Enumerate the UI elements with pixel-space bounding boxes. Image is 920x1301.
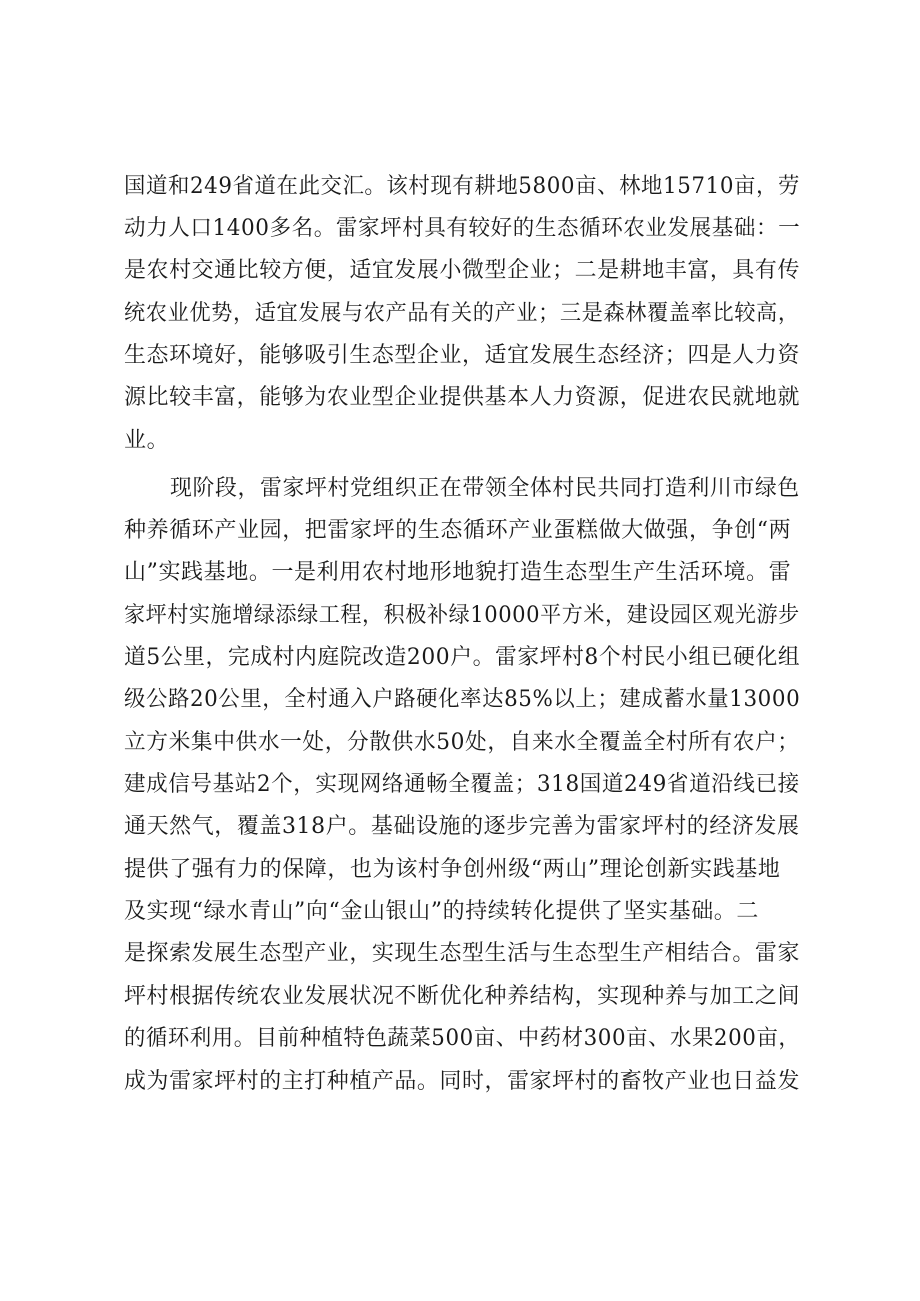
text-line: 统农业优势，适宜发展与农产品有关的产业；三是森林覆盖率比较高， (124, 301, 800, 326)
text-line: 国道和249省道在此交汇。该村现有耕地5800亩、林地15710亩，劳 (124, 174, 800, 199)
text-line: 山”实践基地。一是利用农村地形地貌打造生态型生产生活环境。雷 (124, 560, 792, 585)
text-line: 级公路20公里，全村通入户路硬化率达85%以上；建成蓄水量13000 (124, 687, 801, 712)
text-line: 是农村交通比较方便，适宜发展小微型企业；二是耕地丰富，具有传 (124, 258, 801, 283)
text-line: 是探索发展生态型产业，实现生态型生活与生态型生产相结合。雷家 (124, 941, 801, 966)
text-line: 动力人口1400多名。雷家坪村具有较好的生态循环农业发展基础：一 (124, 216, 801, 241)
text-line: 种养循环产业园，把雷家坪的生态循环产业蛋糕做大做强，争创“两 (124, 518, 792, 543)
text-line: 生态环境好，能够吸引生态型企业，适宜发展生态经济；四是人力资 (124, 343, 801, 368)
text-line: 的循环利用。目前种植特色蔬菜500亩、中药材300亩、水果200亩， (124, 1026, 801, 1051)
text-line: 坪村根据传统农业发展状况不断优化种养结构，实现种养与加工之间 (124, 984, 801, 1009)
text-line: 源比较丰富，能够为农业型企业提供基本人力资源，促进农民就地就 (124, 385, 801, 410)
text-line: 提供了强有力的保障，也为该村争创州级“两山”理论创新实践基地 (124, 857, 781, 882)
text-line: 现阶段，雷家坪村党组织正在带领全体村民共同打造利川市绿色 (170, 476, 800, 501)
text-line: 通天然气，覆盖318户。基础设施的逐步完善为雷家坪村的经济发展 (124, 814, 800, 839)
text-line: 及实现“绿水青山”向“金山银山”的持续转化提供了坚实基础。二 (124, 899, 759, 924)
text-line: 成为雷家坪村的主打种植产品。同时，雷家坪村的畜牧产业也日益发 (124, 1069, 801, 1094)
text-line: 建成信号基站2个，实现网络通畅全覆盖；318国道249省道沿线已接 (124, 772, 800, 797)
text-line: 立方米集中供水一处，分散供水50处，自来水全覆盖全村所有农户； (124, 730, 800, 755)
text-line: 道5公里，完成村内庭院改造200户。雷家坪村8个村民小组已硬化组 (124, 645, 801, 670)
text-line: 家坪村实施增绿添绿工程，积极补绿10000平方米，建设园区观光游步 (124, 603, 800, 628)
text-line: 业。 (124, 428, 170, 453)
